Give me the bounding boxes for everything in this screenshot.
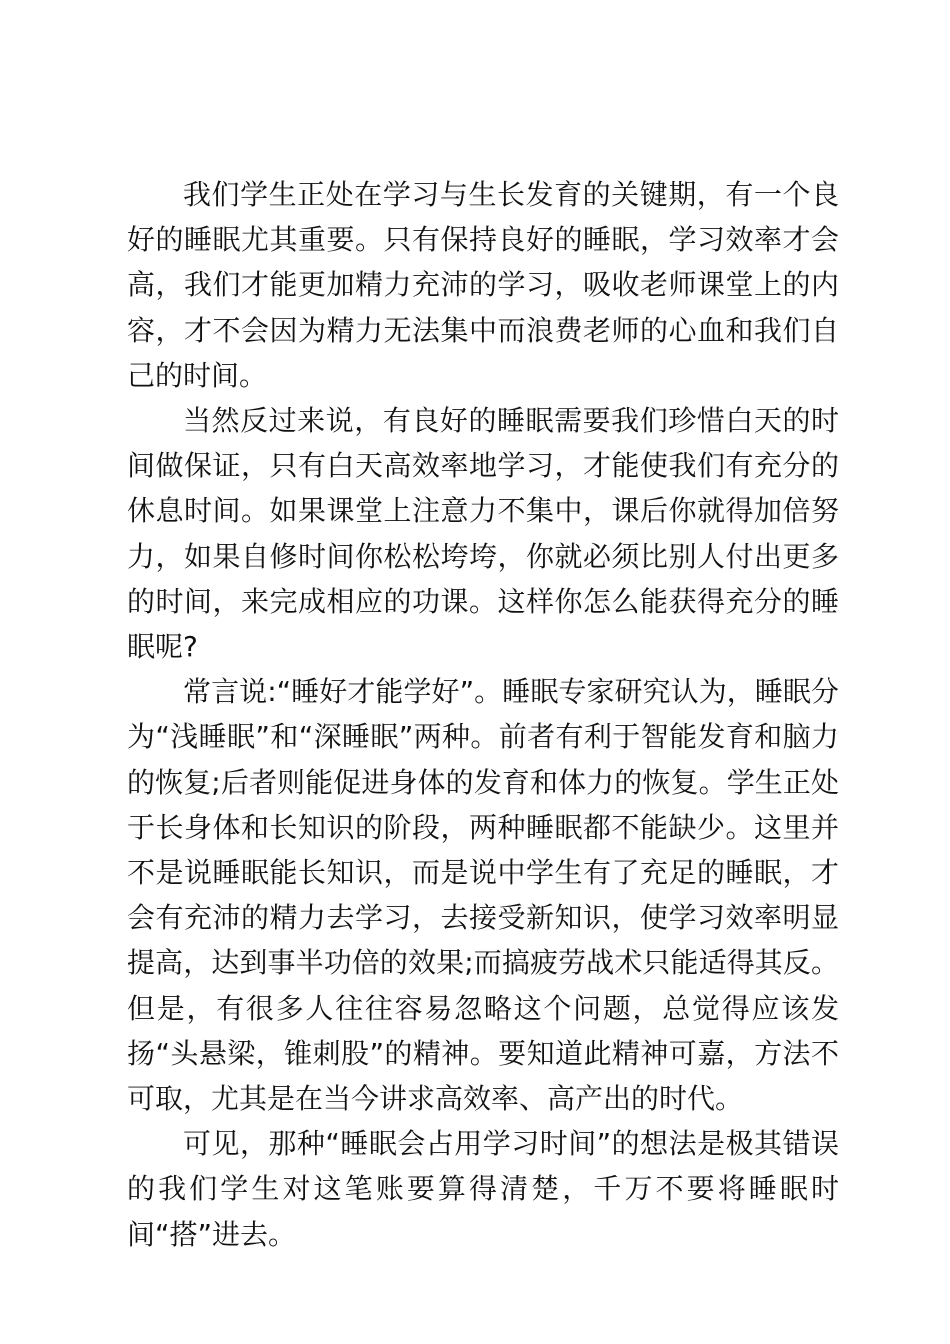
paragraph-1: 我们学生正处在学习与生长发育的关键期，有一个良好的睡眠尤其重要。只有保持良好的睡眠，学习效率才会高，我们才能更加精力充沛的学习，吸收老师课堂上的内容，才不会因为精力无法集中而浪费老师的心血和我们自己的时间。 (127, 178, 839, 392)
paragraph-2: 当然反过来说，有良好的睡眠需要我们珍惜白天的时间做保证，只有白天高效率地学习，才能使我们有充分的休息时间。如果课堂上注意力不集中，课后你就得加倍努力，如果自修时间你松松垮垮，你就必须比别人付出更多的时间，来完成相应的功课。这样你怎么能获得充分的睡眠呢? (127, 404, 839, 664)
paragraph-4: 可见，那种“睡眠会占用学习时间”的想法是极其错误的我们学生对这笔账要算得清楚，千万不要将睡眠时间“搭”进去。 (127, 1127, 839, 1251)
document-body (127, 172, 839, 1257)
paragraph-3: 常言说:“睡好才能学好”。睡眠专家研究认为，睡眠分为“浅睡眠”和“深睡眠”两种。前者有利于智能发育和脑力的恢复;后者则能促进身体的发育和体力的恢复。学生正处于长身体和长知识的阶段，两种睡眠都不能缺少。这里并不是说睡眠能长知识，而是说中学生有了充足的睡眠，才会有充沛的精力去学习，去接受新知识，使学习效率明显提高，达到事半功倍的效果;而搞疲劳战术只能适得其反。但是，有很多人往往容易忽略这个问题，总觉得应该发扬“头悬梁，锥刺股”的精神。要知道此精神可嘉，方法不可取，尤其是在当今讲求高效率、高产出的时代。 (127, 675, 839, 1116)
